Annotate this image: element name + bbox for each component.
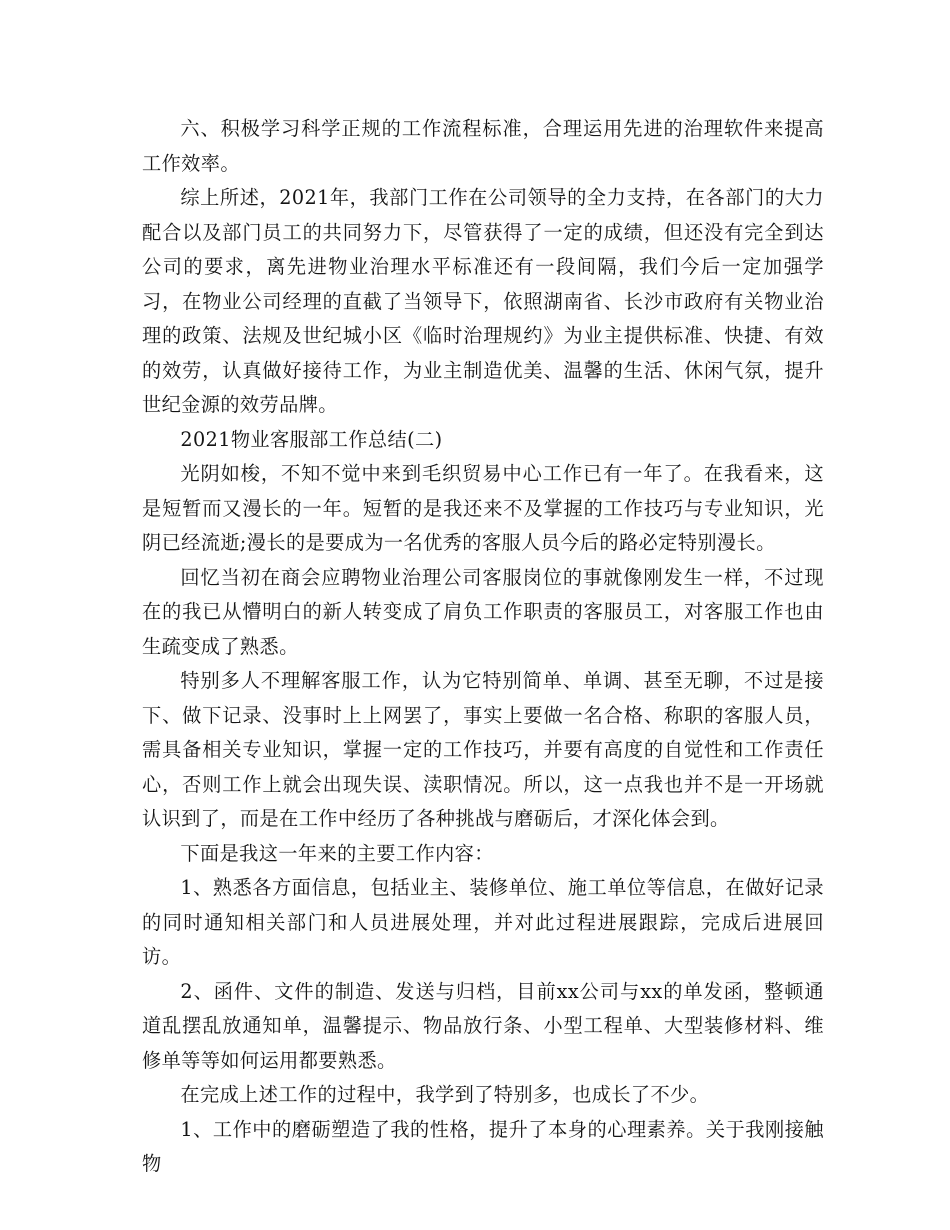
paragraph-recollection: 回忆当初在商会应聘物业治理公司客服岗位的事就像刚发生一样，不过现在的我已从懵明白的新人转变成了肩负工作职责的客服员工，对客服工作也由生疏变成了熟悉。	[142, 565, 824, 658]
section-heading: 2021物业客服部工作总结(二)	[180, 427, 443, 451]
paragraph-understanding: 特别多人不理解客服工作，认为它特别简单、单调、甚至无聊，不过是接下、做下记录、没事时上上网罢了，事实上要做一名合格、称职的客服人员，需具备相关专业知识，掌握一定的工作技巧，并要有高度的自觉性和工作责任心，否则工作上就会出现失误、渎职情况。所以，这一点我也并不是一开场就认识到了，而是在工作中经历了各种挑战与磨砺后，才深化体会到。	[142, 669, 824, 830]
paragraph-learning-intro: 在完成上述工作的过程中，我学到了特别多，也成长了不少。	[180, 1083, 710, 1106]
paragraph-work-item-2: 2、函件、文件的制造、发送与归档，目前xx公司与xx的单发函，整顿通道乱摆乱放通知单，温馨提示、物品放行条、小型工程单、大型装修材料、维修单等等如何运用都要熟悉。	[142, 979, 824, 1072]
document-body	[142, 112, 824, 1182]
paragraph-item-6-efficiency: 六、积极学习科学正规的工作流程标准，合理运用先进的治理软件来提高工作效率。	[142, 117, 824, 175]
paragraph-intro: 光阴如梭，不知不觉中来到毛织贸易中心工作已有一年了。在我看来，这是短暂而又漫长的一年。短暂的是我还来不及掌握的工作技巧与专业知识，光阴已经流逝;漫长的是要成为一名优秀的客服人员今后的路必定特别漫长。	[142, 462, 824, 554]
paragraph-learning-item-1: 1、工作中的磨砺塑造了我的性格，提升了本身的心理素养。关于我刚接触物	[142, 1117, 824, 1175]
paragraph-work-content-intro: 下面是我这一年来的主要工作内容：	[180, 841, 494, 865]
paragraph-summary: 综上所述，2021年，我部门工作在公司领导的全力支持，在各部门的大力配合以及部门员工的共同努力下，尽管获得了一定的成绩，但还没有完全到达公司的要求，离先进物业治理水平标准还有一段间隔，我们今后一定加强学习，在物业公司经理的直截了当领导下，依照湖南省、长沙市政府有关物业治理的政策、法规及世纪城小区《临时治理规约》为业主提供标准、快捷、有效的效劳，认真做好接待工作，为业主制造优美、温馨的生活、休闲气氛，提升世纪金源的效劳品牌。	[142, 186, 824, 416]
paragraph-work-item-1: 1、熟悉各方面信息，包括业主、装修单位、施工单位等信息，在做好记录的同时通知相关部门和人员进展处理，并对此过程进展跟踪，完成后进展回访。	[142, 876, 824, 968]
